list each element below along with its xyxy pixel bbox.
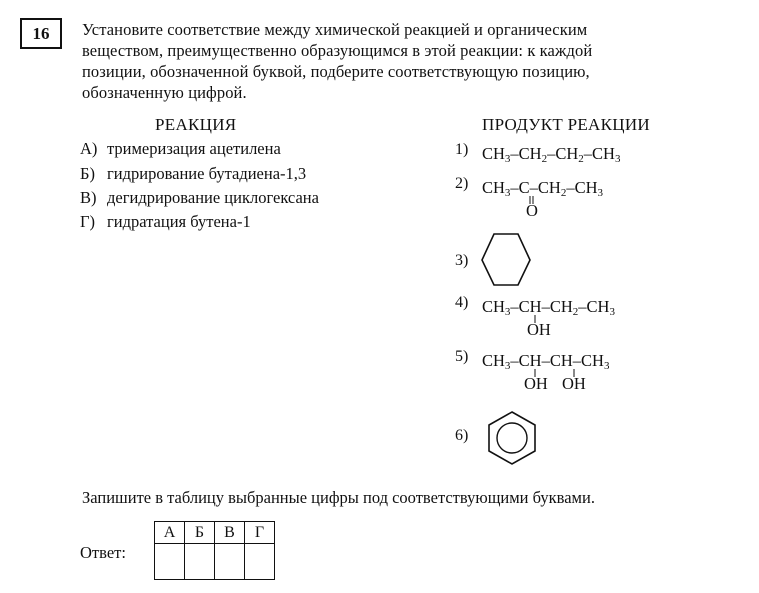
task-text-line-4: обозначенную цифрой. (82, 83, 247, 102)
product-number-1: 1) (455, 141, 469, 158)
product-substituent-4: OH (527, 320, 551, 339)
task-text-line-2: веществом, преимущественно образующимся в этой реакции: к каждой (82, 41, 593, 60)
product-number-2: 2) (455, 175, 469, 192)
instruction-text: Запишите в таблицу выбранные цифры под соответствующими буквами. (82, 488, 595, 507)
reaction-text-g: гидратация бутена-1 (107, 212, 251, 231)
answer-cell-a[interactable] (155, 544, 185, 580)
cyclohexane-structure (480, 232, 532, 288)
reaction-letter-b: Б) (80, 164, 95, 183)
answer-header-b: Б (185, 522, 215, 544)
task-text-line-3: позиции, обозначенной буквой, подберите соответствующую позицию, (82, 62, 590, 81)
answer-header-v: В (215, 522, 245, 544)
product-formula-5: $CH_3-CH-CH-CH_3$ (482, 351, 610, 372)
benzene-structure (485, 410, 539, 466)
reaction-letter-g: Г) (80, 212, 96, 231)
product-number-5: 5) (455, 348, 469, 365)
answer-table (154, 521, 275, 580)
reaction-text-a: тримеризация ацетилена (107, 139, 281, 158)
product-formula-1: $CH_3-CH_2-CH_2-CH_3$ (482, 144, 621, 165)
product-number-3: 3) (455, 252, 469, 269)
reaction-text-v: дегидрирование циклогексана (107, 188, 319, 207)
product-substituent-2: O (526, 201, 538, 220)
product-substituent-5a: OH (524, 374, 548, 393)
answer-cell-b[interactable] (185, 544, 215, 580)
answer-header-a: А (155, 522, 185, 544)
reactions-header: РЕАКЦИЯ (155, 115, 237, 134)
task-text-line-1: Установите соответствие между химической реакцией и органическим (82, 20, 588, 39)
product-number-6: 6) (455, 427, 469, 444)
product-number-4: 4) (455, 294, 469, 311)
reaction-letter-a: А) (80, 139, 98, 158)
reaction-text-b: гидрирование бутадиена-1,3 (107, 164, 307, 183)
product-formula-2: $CH_3-C-CH_2-CH_3$ (482, 178, 604, 199)
question-number: 16 (20, 18, 62, 49)
reaction-letter-v: В) (80, 188, 97, 207)
answer-label: Ответ: (80, 543, 126, 562)
answer-cell-g[interactable] (245, 544, 275, 580)
answer-header-g: Г (245, 522, 275, 544)
product-formula-4: $CH_3-CH-CH_2-CH_3$ (482, 297, 615, 318)
answer-cell-v[interactable] (215, 544, 245, 580)
products-header: ПРОДУКТ РЕАКЦИИ (482, 115, 650, 134)
product-substituent-5b: OH (562, 374, 586, 393)
